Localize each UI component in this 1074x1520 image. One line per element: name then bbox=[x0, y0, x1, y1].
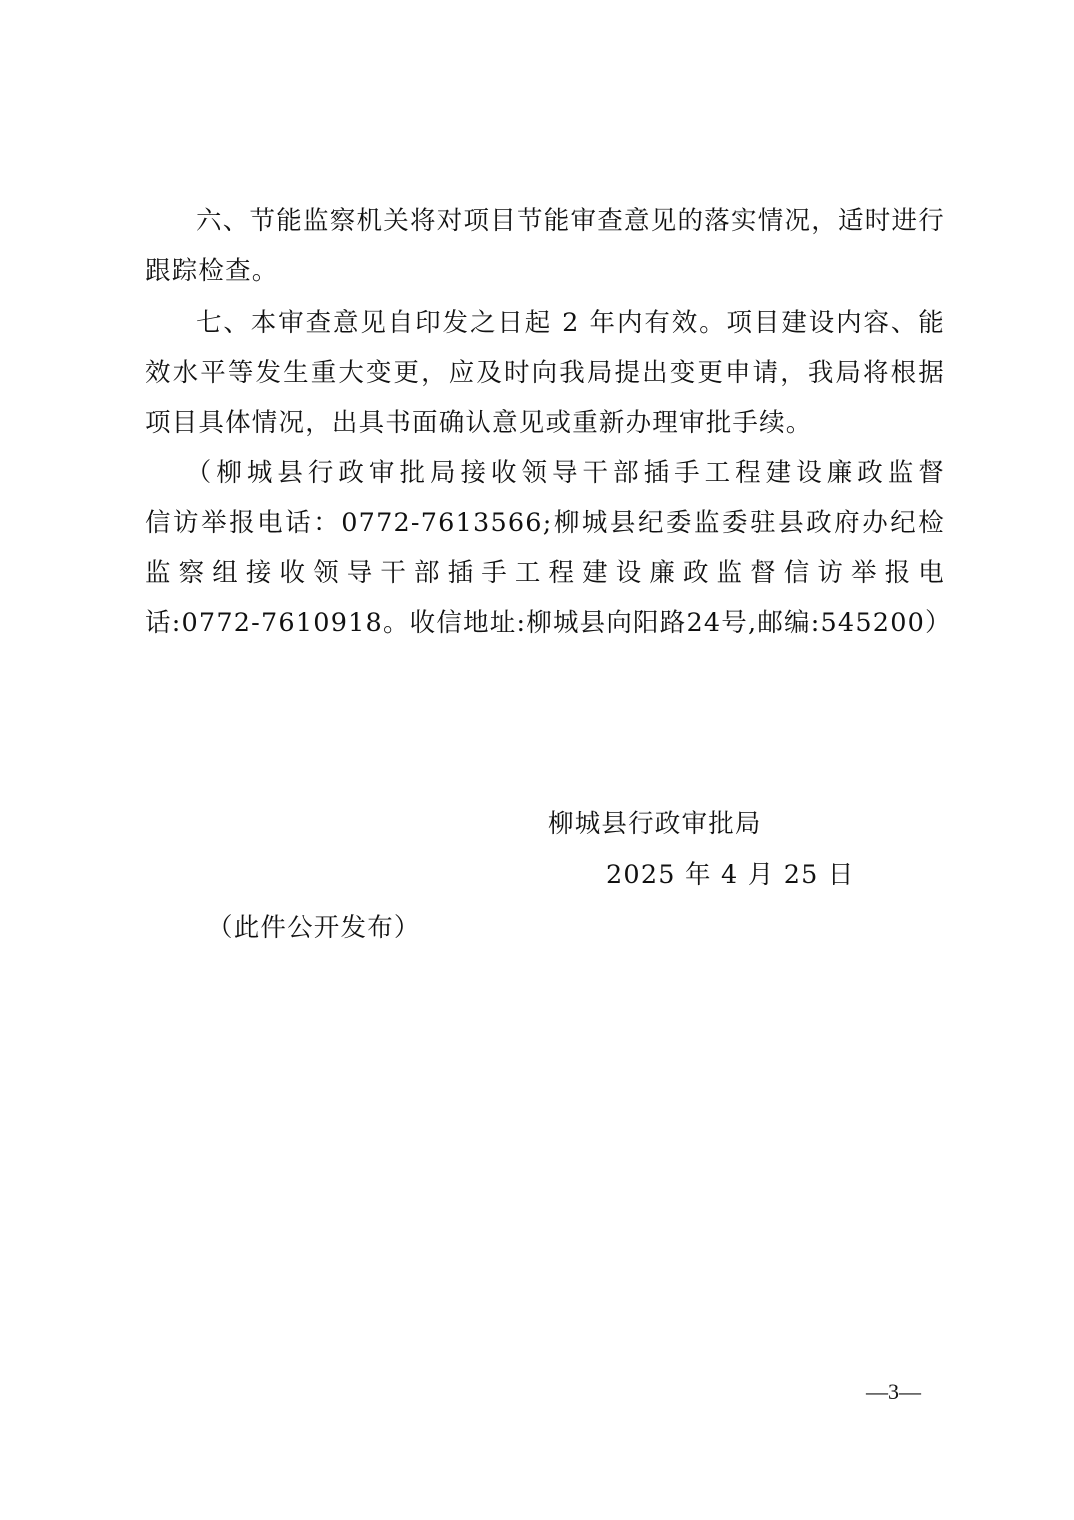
paragraph-seven: 七、本审查意见自印发之日起 2 年内有效。项目建设内容、能效水平等发生重大变更，应及时向我局提出变更申请，我局将根据项目具体情况，出具书面确认意见或重新办理审批手续。 bbox=[145, 308, 945, 438]
note-line-4: 话:0772-7610918。收信地址:柳城县向阳路24号,邮编:545200） bbox=[145, 608, 952, 638]
complaint-hotline-note bbox=[145, 448, 952, 648]
issue-date: 2025 年 4 月 25 日 bbox=[606, 860, 855, 890]
publication-note: （此件公开发布） bbox=[207, 913, 421, 943]
note-line-3: 监察组接收领导干部插手工程建设廉政监督信访举报电 bbox=[145, 558, 945, 588]
note-line-2: 信访举报电话：0772-7613566;柳城县纪委监委驻县政府办纪检 bbox=[145, 508, 945, 538]
note-line-1: （柳城县行政审批局接收领导干部插手工程建设廉政监督 bbox=[185, 458, 945, 488]
page-number: —3— bbox=[866, 1379, 921, 1404]
issuing-authority: 柳城县行政审批局 bbox=[548, 809, 762, 839]
paragraph-six: 六、节能监察机关将对项目节能审查意见的落实情况，适时进行跟踪检查。 bbox=[145, 206, 945, 286]
